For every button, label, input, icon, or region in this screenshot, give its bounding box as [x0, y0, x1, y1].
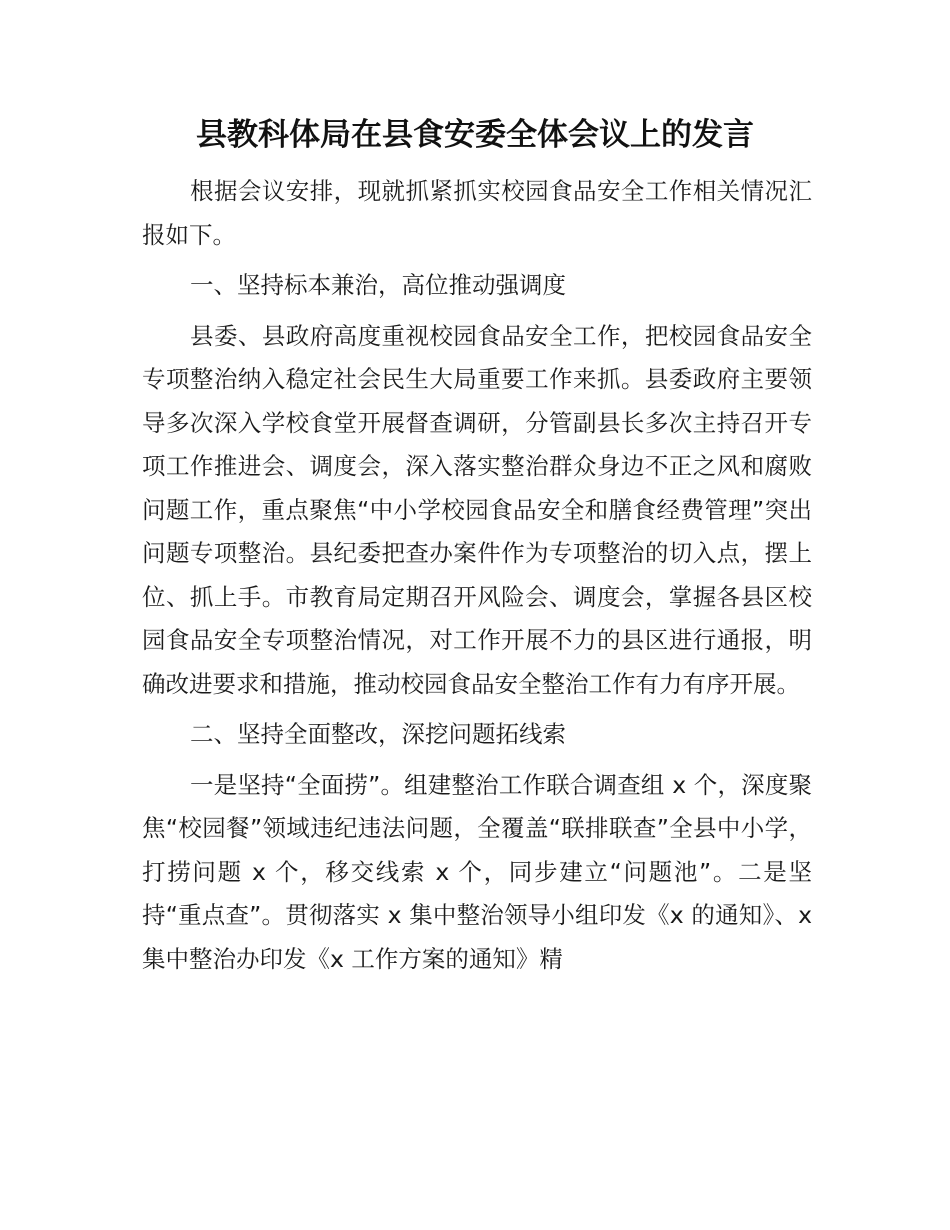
- section-heading-2: 二、坚持全面整改，深挖问题拓线索: [190, 720, 566, 748]
- paragraph-intro: 根据会议安排，现就抓紧抓实校园食品安全工作相关情况汇报如下。: [142, 177, 812, 249]
- paragraph-section-2: 一是坚持“全面捞”。组建整治工作联合调查组 x 个，深度聚焦“校园餐”领域违纪违法问题，全覆盖“联排联查”全县中小学，打捞问题 x 个，移交线索 x 个，同步建立“问题池”。二是坚持“重点查”。贯彻落实 x 集中整治领导小组印发《x 的通知》、x 集中整治办印发《x 工作方案的通知》精: [142, 770, 812, 973]
- paragraph-section-1: 县委、县政府高度重视校园食品安全工作，把校园食品安全专项整治纳入稳定社会民生大局重要工作来抓。县委政府主要领导多次深入学校食堂开展督查调研，分管副县长多次主持召开专项工作推进会、调度会，深入落实整治群众身边不正之风和腐败问题工作，重点聚焦“中小学校园食品安全和膳食经费管理”突出问题专项整治。县纪委把查办案件作为专项整治的切入点，摆上位、抓上手。市教育局定期召开风险会、调度会，掌握各县区校园食品安全专项整治情况，对工作开展不力的县区进行通报，明确改进要求和措施，推动校园食品安全整治工作有力有序开展。: [142, 321, 812, 698]
- document-title: 县教科体局在县食安委全体会议上的发言: [196, 117, 754, 153]
- section-heading-1: 一、坚持标本兼治，高位推动强调度: [190, 271, 566, 299]
- document-body: [142, 170, 812, 988]
